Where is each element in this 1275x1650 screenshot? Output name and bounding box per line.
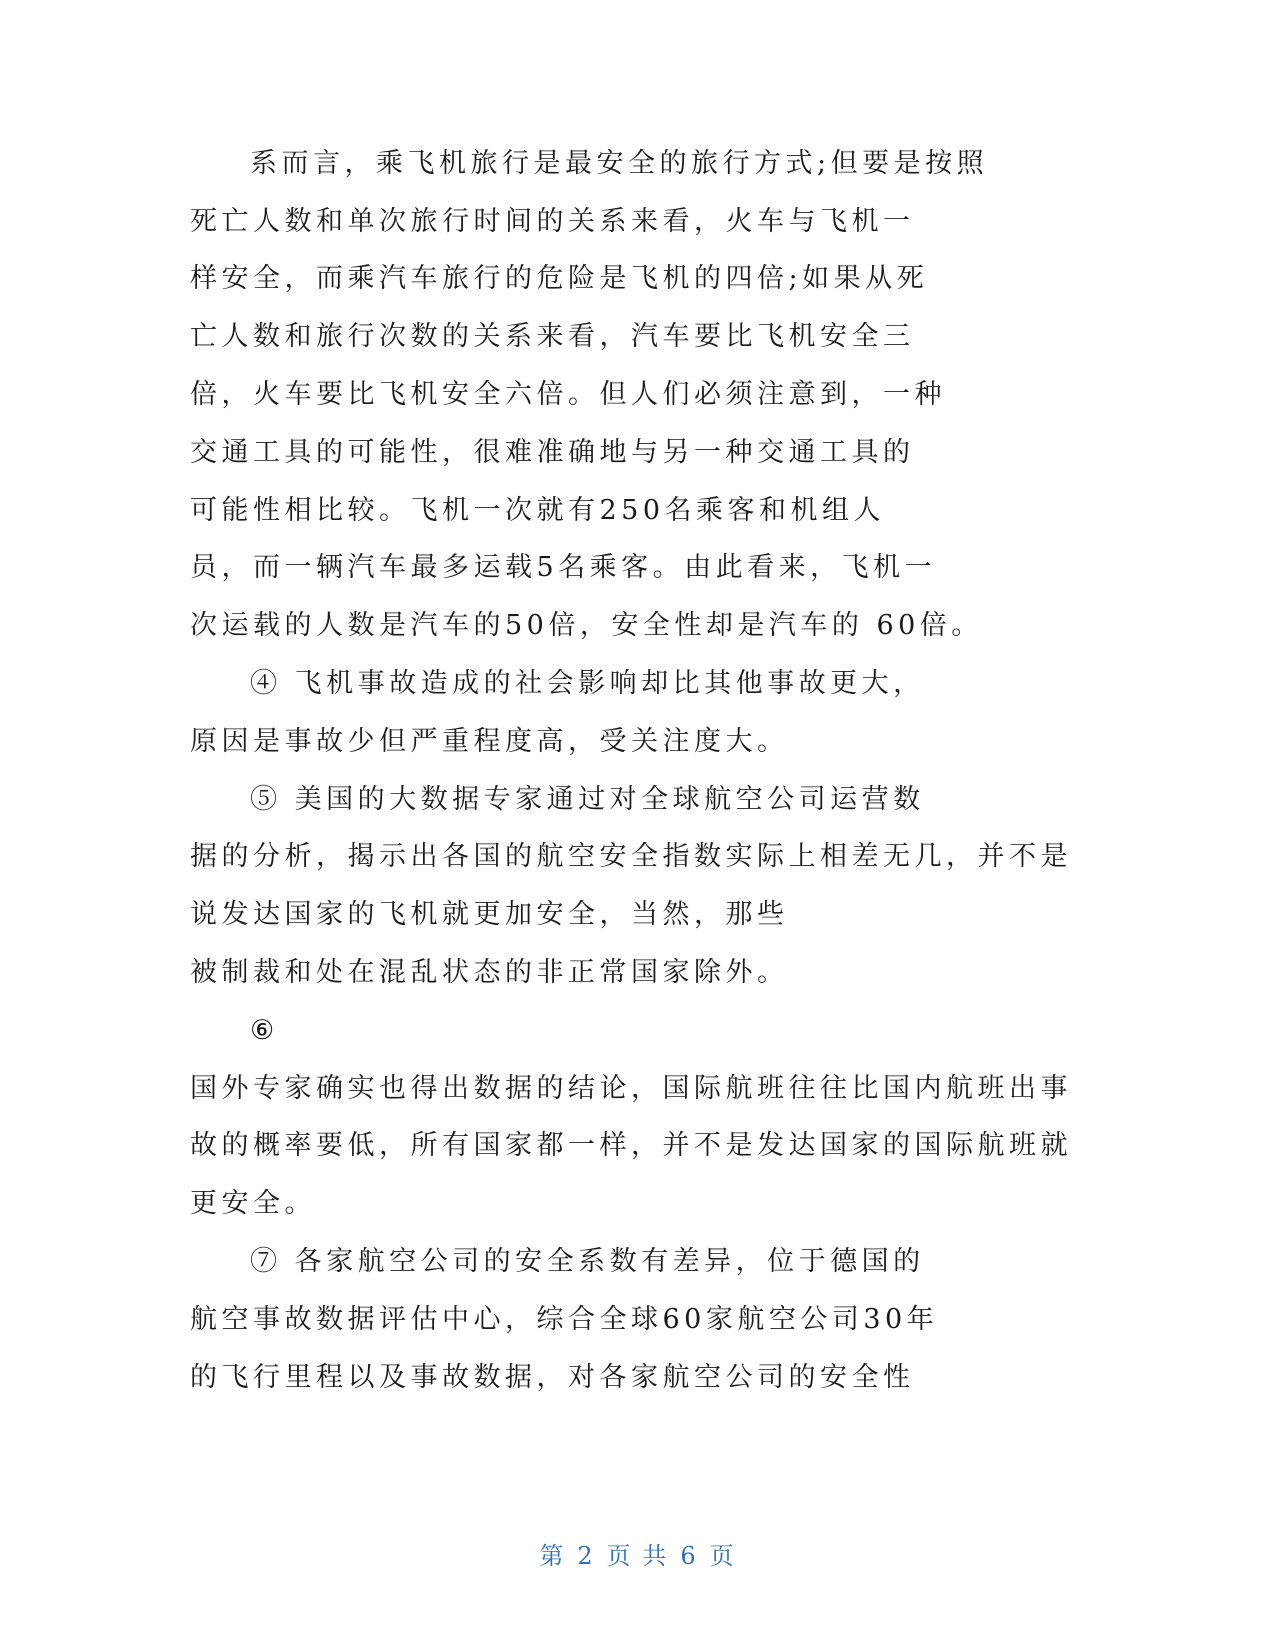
paragraph-5-line-3: 说发达国家的飞机就更加安全，当然，那些	[190, 899, 789, 930]
footer-prefix: 第	[539, 1542, 566, 1570]
paragraph-6-marker: ⑥	[250, 1015, 279, 1046]
paragraph-5-line-4: 被制裁和处在混乱状态的非正常国家除外。	[190, 957, 789, 988]
text-line-6: 交通工具的可能性，很难准确地与另一种交通工具的	[190, 437, 915, 468]
footer-total-pages: 6	[680, 1542, 698, 1570]
paragraph-5-line-1: ⑤ 美国的大数据专家通过对全球航空公司运营数	[250, 784, 925, 815]
text-line-8: 员，而一辆汽车最多运载5名乘客。由此看来，飞机一	[190, 552, 937, 583]
text-line-3: 样安全，而乘汽车旅行的危险是飞机的四倍;如果从死	[190, 263, 929, 294]
paragraph-6-line-2: 故的概率要低，所有国家都一样，并不是发达国家的国际航班就	[190, 1130, 1072, 1161]
paragraph-4-line-2: 原因是事故少但严重程度高，受关注度大。	[190, 726, 789, 757]
paragraph-6-line-1: 国外专家确实也得出数据的结论，国际航班往往比国内航班出事	[190, 1073, 1072, 1104]
text-line-9: 次运载的人数是汽车的50倍，安全性却是汽车的 60倍。	[190, 610, 983, 641]
footer-suffix: 页	[709, 1542, 736, 1570]
paragraph-7-line-1: ⑦ 各家航空公司的安全系数有差异，位于德国的	[250, 1246, 925, 1277]
footer-current-page: 2	[577, 1542, 595, 1570]
text-line-5: 倍，火车要比飞机安全六倍。但人们必须注意到，一种	[190, 379, 946, 410]
footer-middle: 页 共	[606, 1542, 669, 1570]
text-line-2: 死亡人数和单次旅行时间的关系来看，火车与飞机一	[190, 206, 915, 237]
paragraph-5-line-2: 据的分析，揭示出各国的航空安全指数实际上相差无几，并不是	[190, 841, 1072, 872]
paragraph-6-line-3: 更安全。	[190, 1188, 316, 1219]
paragraph-7-line-2: 航空事故数据评估中心，综合全球60家航空公司30年	[190, 1304, 939, 1335]
text-line-7: 可能性相比较。飞机一次就有250名乘客和机组人	[190, 495, 886, 526]
text-line-1: 系而言，乘飞机旅行是最安全的旅行方式;但要是按照	[250, 148, 989, 179]
paragraph-4-line-1: ④ 飞机事故造成的社会影响却比其他事故更大，	[250, 668, 925, 699]
paragraph-7-line-3: 的飞行里程以及事故数据，对各家航空公司的安全性	[190, 1362, 915, 1393]
page-footer	[0, 1536, 1275, 1571]
text-line-4: 亡人数和旅行次数的关系来看，汽车要比飞机安全三	[190, 321, 915, 352]
